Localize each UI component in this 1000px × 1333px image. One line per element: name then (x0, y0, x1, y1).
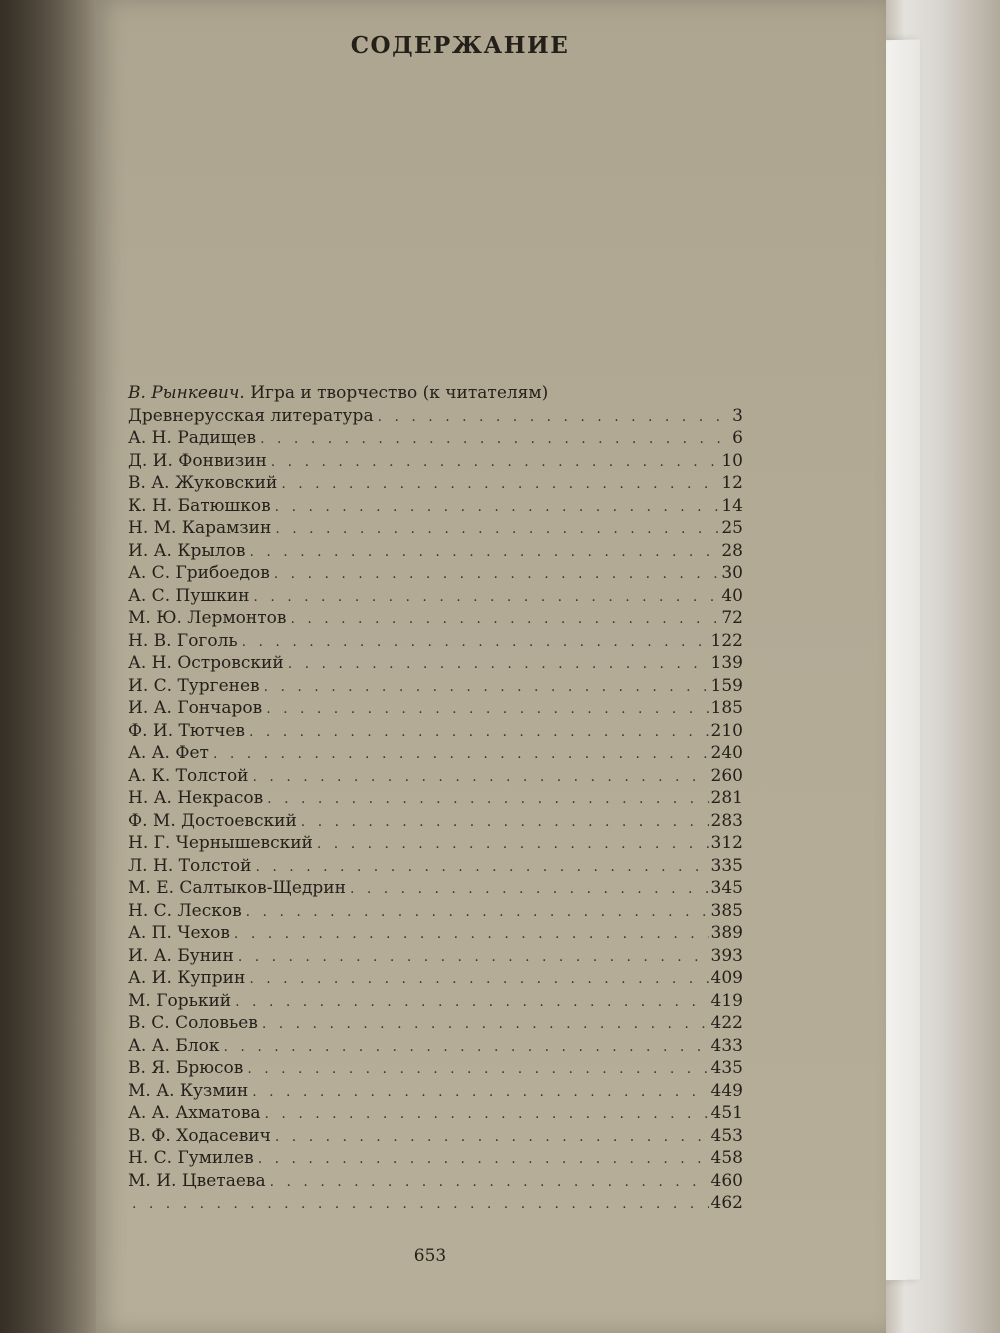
toc-leader-dots (260, 428, 727, 451)
toc-entry-name: В. С. Соловьев (128, 1013, 258, 1033)
toc-entry-name: И. А. Гончаров (128, 698, 263, 718)
toc-leader-dots (264, 676, 709, 699)
toc-entry-page: 460 (710, 1170, 743, 1191)
toc-leader-dots (132, 1193, 709, 1216)
toc-entry-page: 449 (710, 1080, 743, 1101)
toc-leader-dots (249, 968, 708, 991)
toc-entry-page: 283 (710, 810, 743, 831)
toc-leader-dots (258, 1148, 709, 1171)
toc-entry (128, 495, 743, 518)
intro-author: В. Рынкевич (128, 383, 240, 403)
toc-entry-page: 240 (710, 743, 743, 763)
toc-entry-page: 435 (710, 1058, 743, 1078)
toc-entry (128, 787, 743, 810)
toc-leader-dots (213, 743, 709, 766)
toc-entry (128, 1080, 743, 1103)
toc-entry (128, 472, 743, 495)
table-of-contents (128, 382, 743, 1215)
toc-leader-dots (247, 1058, 708, 1081)
toc-entry (128, 1170, 743, 1193)
toc-entry (128, 877, 743, 900)
toc-entry-page: 453 (710, 1125, 743, 1146)
toc-entry (128, 1012, 743, 1035)
toc-leader-dots (235, 991, 708, 1014)
toc-leader-dots (275, 518, 719, 541)
toc-leader-dots (317, 833, 709, 856)
toc-leader-dots (252, 1081, 708, 1104)
toc-entry (128, 607, 743, 630)
toc-entry-page: 422 (710, 1013, 743, 1033)
toc-entry-name: А. Н. Островский (128, 653, 284, 673)
toc-entry-page: 40 (721, 585, 743, 606)
toc-entry-name: А. П. Чехов (128, 923, 230, 943)
toc-entry-page: 389 (710, 923, 743, 943)
toc-entry (128, 697, 743, 720)
toc-entry-page: 185 (710, 698, 743, 718)
toc-leader-dots (266, 698, 708, 721)
toc-entry (128, 1147, 743, 1170)
toc-entry-name: М. Ю. Лермонтов (128, 608, 287, 628)
toc-entry (128, 562, 743, 585)
toc-leader-dots (271, 451, 720, 474)
toc-leader-dots (288, 653, 709, 676)
toc-entry (128, 630, 743, 653)
toc-entry (128, 540, 743, 563)
toc-leader-dots (256, 856, 709, 879)
toc-leader-dots (350, 878, 709, 901)
toc-entry (128, 1057, 743, 1080)
toc-entry-page: 72 (721, 608, 743, 628)
toc-leader-dots (242, 631, 709, 654)
toc-entry-name: Ф. М. Достоевский (128, 810, 297, 831)
toc-leader-dots (265, 1103, 709, 1126)
toc-entry-page: 409 (710, 968, 743, 988)
toc-entry-name: Н. Г. Чернышевский (128, 833, 313, 853)
toc-entry-name: В. А. Жуковский (128, 473, 278, 493)
toc-entry-page: 122 (710, 630, 743, 651)
toc-entry-page: 345 (710, 878, 743, 898)
toc-entry-page: 419 (710, 990, 743, 1011)
toc-entry (128, 810, 743, 833)
toc-entry-page: 159 (710, 675, 743, 696)
toc-leader-dots (378, 406, 727, 429)
toc-entry-name: Н. В. Гоголь (128, 630, 238, 651)
toc-leader-dots (250, 541, 720, 564)
toc-leader-dots (238, 946, 709, 969)
toc-entry-name: В. Я. Брюсов (128, 1058, 244, 1078)
toc-leader-dots (224, 1036, 709, 1059)
toc-entry (128, 900, 743, 923)
toc-entry-page: 385 (710, 900, 743, 921)
toc-leader-dots (290, 608, 719, 631)
toc-entry (128, 720, 743, 743)
toc-entry-name: А. И. Куприн (128, 968, 246, 988)
toc-leader-dots (274, 563, 720, 586)
toc-entry (128, 855, 743, 878)
toc-entry-name: А. С. Пушкин (128, 585, 250, 606)
toc-entry (128, 1125, 743, 1148)
toc-entry-page: 28 (721, 540, 743, 561)
toc-entry (128, 450, 743, 473)
toc-entry-name: А. А. Блок (128, 1035, 220, 1056)
book-spine-shadow (0, 0, 100, 1333)
toc-entry-name: А. Н. Радищев (128, 428, 257, 448)
toc-entry-name: И. С. Тургенев (128, 675, 260, 696)
toc-leader-dots (267, 788, 708, 811)
toc-entry (128, 765, 743, 788)
toc-entry-name: А. К. Толстой (128, 765, 249, 786)
toc-entry-page: 10 (721, 450, 743, 471)
toc-leader-dots (234, 923, 709, 946)
toc-entry-name: М. Е. Салтыков-Щедрин (128, 878, 346, 898)
toc-entry-name: Н. С. Гумилев (128, 1148, 254, 1168)
toc-entry-name: К. Н. Батюшков (128, 495, 271, 516)
toc-entry-name: Древнерусская литература (128, 405, 374, 426)
toc-entries (128, 405, 743, 1215)
toc-entry (128, 1192, 743, 1215)
toc-entry (128, 945, 743, 968)
toc-leader-dots (275, 1126, 709, 1149)
toc-entry-page: 3 (732, 405, 743, 426)
toc-entry-name: А. А. Ахматова (128, 1103, 261, 1123)
toc-entry-name: И. А. Бунин (128, 945, 234, 966)
toc-entry-page: 458 (710, 1148, 743, 1168)
toc-entry-page: 393 (710, 945, 743, 966)
toc-leader-dots (246, 901, 709, 924)
toc-leader-dots (262, 1013, 709, 1036)
toc-leader-dots (281, 473, 719, 496)
page-title: СОДЕРЖАНИЕ (350, 32, 570, 59)
toc-entry-page: 433 (710, 1035, 743, 1056)
toc-entry-page: 210 (710, 720, 743, 741)
toc-entry-page: 462 (710, 1193, 743, 1213)
toc-entry-name: М. А. Кузмин (128, 1080, 249, 1101)
toc-leader-dots (253, 766, 709, 789)
toc-entry-page: 30 (721, 563, 743, 583)
toc-entry (128, 967, 743, 990)
toc-entry-page: 139 (710, 653, 743, 673)
toc-entry-page: 25 (721, 518, 743, 538)
toc-entry-name: Л. Н. Толстой (128, 855, 252, 876)
toc-entry (128, 1102, 743, 1125)
toc-entry-name: Н. М. Карамзин (128, 518, 272, 538)
toc-entry-name: А. С. Грибоедов (128, 563, 270, 583)
page-number: 653 (413, 1246, 447, 1266)
toc-entry (128, 990, 743, 1013)
intro-text: . Игра и творчество (к читателям) (239, 383, 549, 403)
toc-entry (128, 922, 743, 945)
toc-leader-dots (301, 811, 709, 834)
toc-leader-dots (270, 1171, 709, 1194)
toc-entry-name: Ф. И. Тютчев (128, 720, 245, 741)
toc-entry-name: И. А. Крылов (128, 540, 246, 561)
toc-entry-page: 6 (732, 428, 743, 448)
toc-entry-name: М. Горький (128, 990, 232, 1011)
toc-entry (128, 832, 743, 855)
toc-entry-name: А. А. Фет (128, 743, 209, 763)
toc-entry-page: 260 (710, 765, 743, 786)
toc-entry-page: 312 (710, 833, 743, 853)
toc-entry-page: 451 (710, 1103, 743, 1123)
toc-entry-name: Д. И. Фонвизин (128, 450, 267, 471)
toc-entry-page: 335 (710, 855, 743, 876)
toc-entry-page: 12 (721, 473, 743, 493)
toc-entry (128, 652, 743, 675)
toc-entry-name: В. Ф. Ходасевич (128, 1125, 271, 1146)
toc-entry (128, 675, 743, 698)
toc-entry (128, 585, 743, 608)
toc-entry (128, 1035, 743, 1058)
toc-entry (128, 517, 743, 540)
toc-leader-dots (275, 496, 720, 519)
toc-entry (128, 742, 743, 765)
toc-entry-page: 281 (710, 788, 743, 808)
toc-entry (128, 427, 743, 450)
toc-entry (128, 405, 743, 428)
toc-entry-name: Н. С. Лесков (128, 900, 242, 921)
toc-leader-dots (253, 586, 719, 609)
intro-entry (128, 382, 743, 405)
toc-entry-page: 14 (721, 495, 743, 516)
toc-entry-name: М. И. Цветаева (128, 1170, 266, 1191)
toc-leader-dots (249, 721, 709, 744)
toc-entry-name: Н. А. Некрасов (128, 788, 264, 808)
